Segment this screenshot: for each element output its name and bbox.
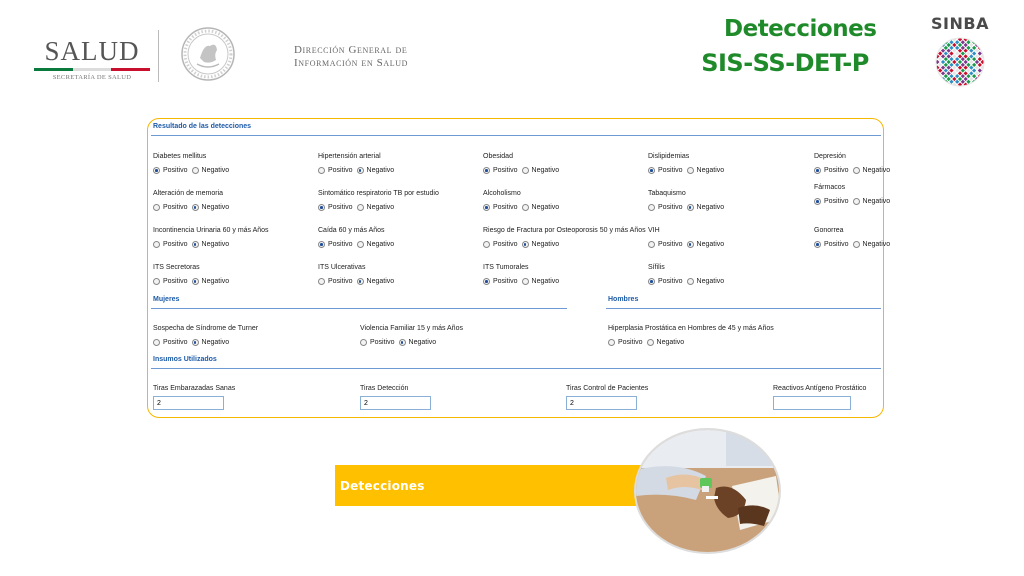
supply-label: Tiras Control de Pacientes bbox=[566, 385, 649, 392]
radio-negative[interactable] bbox=[687, 204, 694, 211]
radio-positive[interactable] bbox=[153, 204, 160, 211]
radio-positive[interactable] bbox=[648, 278, 655, 285]
section-divider bbox=[151, 135, 881, 136]
rapid-test-illustration bbox=[636, 430, 781, 554]
radio-positive-label: Positivo bbox=[493, 204, 518, 211]
radio-negative-label: Negativo bbox=[696, 167, 725, 174]
radio-negative-label: Negativo bbox=[201, 204, 230, 211]
field-label: Diabetes mellitus bbox=[153, 153, 207, 160]
field-label: Sintomático respiratorio TB por estudio bbox=[318, 190, 439, 197]
radio-positive[interactable] bbox=[648, 204, 655, 211]
mexico-seal-icon bbox=[180, 26, 236, 82]
radio-negative-label: Negativo bbox=[531, 204, 560, 211]
radio-group bbox=[814, 198, 894, 205]
radio-group bbox=[360, 339, 463, 346]
radio-negative-label: Negativo bbox=[366, 241, 395, 248]
radio-positive[interactable] bbox=[483, 241, 490, 248]
radio-group bbox=[483, 167, 563, 174]
radio-negative-label: Negativo bbox=[531, 241, 560, 248]
radio-positive[interactable] bbox=[814, 241, 821, 248]
radio-positive[interactable] bbox=[318, 167, 325, 174]
radio-positive[interactable] bbox=[814, 167, 821, 174]
radio-positive[interactable] bbox=[483, 278, 490, 285]
rapid-test-photo bbox=[634, 428, 781, 554]
dgis-logo-text bbox=[294, 44, 408, 70]
radio-positive-label: Positivo bbox=[163, 204, 188, 211]
supply-input[interactable] bbox=[773, 396, 851, 410]
detection-field bbox=[648, 227, 728, 248]
radio-negative-label: Negativo bbox=[862, 167, 891, 174]
radio-negative[interactable] bbox=[687, 167, 694, 174]
detection-field bbox=[153, 190, 233, 211]
supply-label: Reactivos Antígeno Prostático bbox=[773, 385, 867, 392]
detection-field bbox=[153, 264, 233, 285]
detection-field bbox=[153, 153, 233, 174]
radio-negative-label: Negativo bbox=[408, 339, 437, 346]
sinba-logo-text: SINBA bbox=[931, 14, 989, 33]
salud-subtitle: SECRETARÍA DE SALUD bbox=[52, 74, 132, 81]
detection-field bbox=[814, 227, 894, 248]
radio-negative-label: Negativo bbox=[201, 278, 230, 285]
field-label: ITS Ulcerativas bbox=[318, 264, 366, 271]
supply-input[interactable] bbox=[153, 396, 224, 410]
section-title-supplies: Insumos Utilizados bbox=[153, 356, 217, 363]
supply-field bbox=[773, 385, 866, 410]
radio-group bbox=[318, 278, 398, 285]
radio-positive[interactable] bbox=[153, 167, 160, 174]
field-label: Gonorrea bbox=[814, 227, 844, 234]
field-label: Incontinencia Urinaria 60 y más Años bbox=[153, 227, 269, 234]
radio-negative[interactable] bbox=[357, 167, 364, 174]
title-form-code: SIS-SS-DET-P bbox=[701, 49, 869, 77]
radio-negative[interactable] bbox=[647, 339, 654, 346]
radio-positive[interactable] bbox=[153, 278, 160, 285]
radio-positive-label: Positivo bbox=[328, 278, 353, 285]
radio-negative[interactable] bbox=[853, 241, 860, 248]
sinba-logo bbox=[926, 14, 994, 93]
radio-positive[interactable] bbox=[318, 204, 325, 211]
field-label: Sospecha de Síndrome de Turner bbox=[153, 325, 259, 332]
radio-negative[interactable] bbox=[357, 204, 364, 211]
radio-positive-label: Positivo bbox=[163, 339, 188, 346]
radio-negative[interactable] bbox=[853, 198, 860, 205]
radio-positive[interactable] bbox=[608, 339, 615, 346]
radio-group bbox=[153, 241, 269, 248]
radio-negative[interactable] bbox=[357, 278, 364, 285]
field-label: Caída 60 y más Años bbox=[318, 227, 385, 234]
radio-negative-label: Negativo bbox=[696, 241, 725, 248]
radio-negative-label: Negativo bbox=[656, 339, 685, 346]
radio-positive-label: Positivo bbox=[658, 278, 683, 285]
radio-group bbox=[483, 278, 563, 285]
radio-negative-label: Negativo bbox=[862, 241, 891, 248]
radio-positive-label: Positivo bbox=[658, 241, 683, 248]
field-label: Riesgo de Fractura por Osteoporosis 50 y más Años bbox=[483, 227, 646, 234]
detection-field bbox=[814, 153, 894, 174]
radio-positive-label: Positivo bbox=[618, 339, 643, 346]
radio-negative[interactable] bbox=[192, 204, 199, 211]
radio-group bbox=[483, 241, 646, 248]
detection-field bbox=[318, 153, 398, 174]
field-label: Depresión bbox=[814, 153, 846, 160]
radio-positive[interactable] bbox=[360, 339, 367, 346]
radio-negative-label: Negativo bbox=[531, 167, 560, 174]
section-title-results: Resultado de las detecciones bbox=[153, 123, 252, 130]
detection-field bbox=[483, 190, 563, 211]
supply-input[interactable] bbox=[360, 396, 431, 410]
radio-negative[interactable] bbox=[192, 167, 199, 174]
field-label: Fármacos bbox=[814, 184, 846, 191]
radio-negative-label: Negativo bbox=[201, 241, 230, 248]
radio-negative[interactable] bbox=[687, 241, 694, 248]
radio-positive[interactable] bbox=[153, 241, 160, 248]
radio-group bbox=[648, 204, 728, 211]
radio-positive[interactable] bbox=[153, 339, 160, 346]
supply-label: Tiras Embarazadas Sanas bbox=[153, 385, 236, 392]
radio-group bbox=[153, 167, 233, 174]
field-label: Hipertensión arterial bbox=[318, 153, 381, 160]
radio-negative[interactable] bbox=[357, 241, 364, 248]
men-field bbox=[608, 325, 774, 346]
radio-negative[interactable] bbox=[853, 167, 860, 174]
supply-field bbox=[153, 385, 235, 410]
radio-positive[interactable] bbox=[483, 167, 490, 174]
radio-positive[interactable] bbox=[648, 167, 655, 174]
radio-negative[interactable] bbox=[522, 167, 529, 174]
flag-stripe bbox=[34, 68, 150, 71]
radio-positive[interactable] bbox=[483, 204, 490, 211]
radio-group bbox=[318, 167, 398, 174]
detection-field bbox=[648, 153, 728, 174]
field-label: Violencia Familiar 15 y más Años bbox=[360, 325, 463, 332]
radio-positive-label: Positivo bbox=[493, 278, 518, 285]
radio-positive[interactable] bbox=[318, 241, 325, 248]
radio-positive[interactable] bbox=[648, 241, 655, 248]
form-content bbox=[148, 119, 891, 417]
radio-positive-label: Positivo bbox=[163, 167, 188, 174]
radio-negative-label: Negativo bbox=[531, 278, 560, 285]
section-title-men: Hombres bbox=[608, 296, 639, 303]
radio-group bbox=[608, 339, 774, 346]
detection-field bbox=[483, 264, 563, 285]
radio-group bbox=[648, 167, 728, 174]
field-label: ITS Tumorales bbox=[483, 264, 529, 271]
radio-negative-label: Negativo bbox=[201, 339, 230, 346]
detection-field bbox=[318, 190, 439, 211]
radio-negative[interactable] bbox=[522, 241, 529, 248]
field-label: Tabaquismo bbox=[648, 190, 686, 197]
radio-group bbox=[648, 278, 728, 285]
radio-negative[interactable] bbox=[522, 204, 529, 211]
page-title bbox=[700, 12, 877, 80]
title-detecciones: Detecciones bbox=[724, 16, 877, 42]
supply-label: Tiras Detección bbox=[360, 385, 409, 392]
detection-field bbox=[648, 264, 728, 285]
radio-negative[interactable] bbox=[192, 241, 199, 248]
radio-positive[interactable] bbox=[318, 278, 325, 285]
radio-group bbox=[318, 241, 398, 248]
sinba-globe-icon bbox=[934, 36, 986, 88]
radio-positive-label: Positivo bbox=[163, 278, 188, 285]
radio-negative-label: Negativo bbox=[366, 278, 395, 285]
radio-positive-label: Positivo bbox=[328, 241, 353, 248]
radio-group bbox=[483, 204, 563, 211]
radio-group bbox=[318, 204, 439, 211]
detections-form-panel bbox=[147, 118, 891, 418]
radio-positive-label: Positivo bbox=[328, 167, 353, 174]
detection-field bbox=[318, 227, 398, 248]
radio-positive-label: Positivo bbox=[493, 167, 518, 174]
radio-negative[interactable] bbox=[399, 339, 406, 346]
field-label: Hiperplasia Prostática en Hombres de 45 y más Años bbox=[608, 325, 774, 332]
radio-positive-label: Positivo bbox=[658, 167, 683, 174]
field-label: Alteración de memoria bbox=[153, 190, 224, 197]
section-divider bbox=[151, 368, 881, 369]
women-field bbox=[360, 325, 463, 346]
radio-positive-label: Positivo bbox=[493, 241, 518, 248]
radio-positive-label: Positivo bbox=[163, 241, 188, 248]
radio-group bbox=[648, 241, 728, 248]
salud-logo-text: SALUD bbox=[44, 36, 140, 66]
radio-negative[interactable] bbox=[192, 339, 199, 346]
radio-negative-label: Negativo bbox=[366, 167, 395, 174]
women-field bbox=[153, 325, 258, 346]
field-label: Alcoholismo bbox=[483, 190, 521, 197]
radio-group bbox=[814, 167, 894, 174]
radio-negative-label: Negativo bbox=[201, 167, 230, 174]
detection-field bbox=[318, 264, 398, 285]
dgis-line-1: Dirección General de bbox=[294, 44, 408, 56]
radio-group bbox=[153, 278, 233, 285]
detection-field bbox=[153, 227, 269, 248]
field-label: Dislipidemias bbox=[648, 153, 690, 160]
supply-field bbox=[566, 385, 648, 410]
field-label: Obesidad bbox=[483, 153, 513, 160]
radio-negative[interactable] bbox=[522, 278, 529, 285]
detection-field bbox=[814, 184, 894, 205]
section-title-women: Mujeres bbox=[153, 296, 180, 303]
radio-group bbox=[814, 241, 894, 248]
radio-positive-label: Positivo bbox=[370, 339, 395, 346]
radio-positive-label: Positivo bbox=[824, 241, 849, 248]
supply-field bbox=[360, 385, 431, 410]
detection-field bbox=[483, 227, 646, 248]
field-label: ITS Secretoras bbox=[153, 264, 200, 271]
dgis-line-2: Información en Salud bbox=[294, 57, 408, 69]
section-divider bbox=[606, 308, 881, 309]
radio-negative[interactable] bbox=[687, 278, 694, 285]
radio-negative-label: Negativo bbox=[366, 204, 395, 211]
radio-group bbox=[153, 339, 258, 346]
footer-band-label: Detecciones bbox=[340, 479, 425, 493]
header-divider bbox=[158, 30, 159, 82]
radio-positive-label: Positivo bbox=[658, 204, 683, 211]
radio-positive-label: Positivo bbox=[328, 204, 353, 211]
supply-input[interactable] bbox=[566, 396, 637, 410]
radio-positive-label: Positivo bbox=[824, 198, 849, 205]
radio-positive[interactable] bbox=[814, 198, 821, 205]
field-label: Sífilis bbox=[648, 264, 665, 271]
salud-logo bbox=[34, 36, 150, 81]
radio-group bbox=[153, 204, 233, 211]
detection-field bbox=[483, 153, 563, 174]
section-divider bbox=[151, 308, 567, 309]
radio-negative-label: Negativo bbox=[862, 198, 891, 205]
radio-negative-label: Negativo bbox=[696, 278, 725, 285]
detection-field bbox=[648, 190, 728, 211]
radio-negative-label: Negativo bbox=[696, 204, 725, 211]
field-label: VIH bbox=[648, 227, 660, 234]
radio-positive-label: Positivo bbox=[824, 167, 849, 174]
radio-negative[interactable] bbox=[192, 278, 199, 285]
